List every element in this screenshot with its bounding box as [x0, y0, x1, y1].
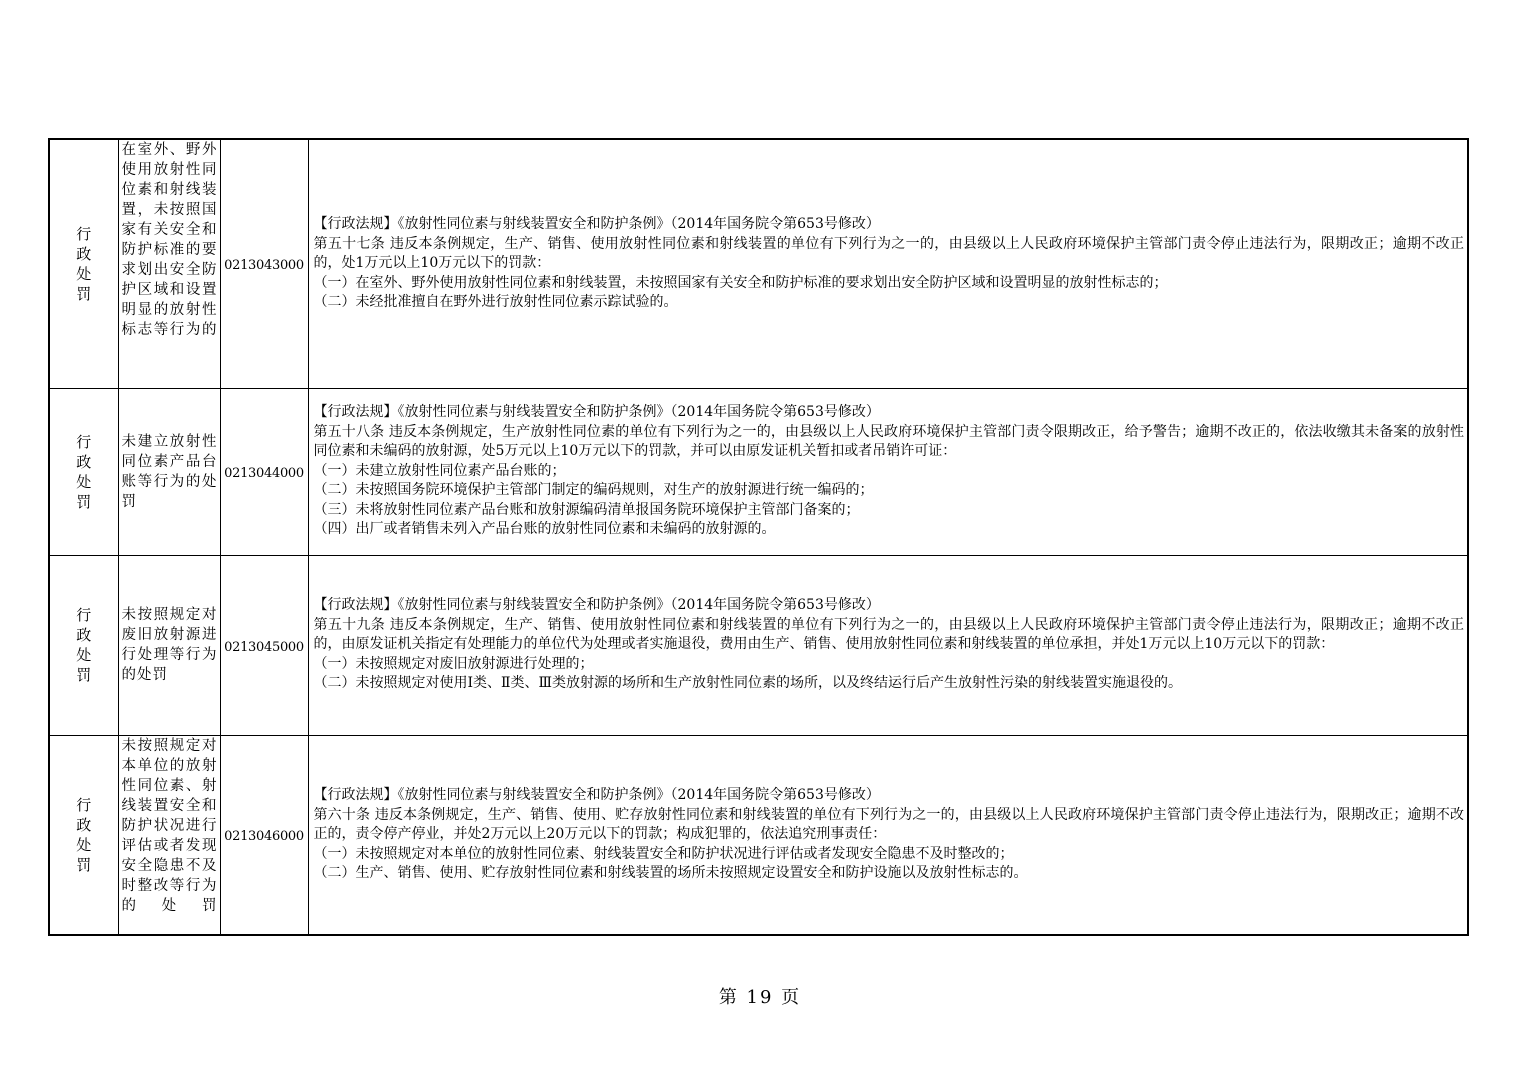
item-name: 在室外、野外使用放射性同位素和射线装置，未按照国家有关安全和防护标准的要求划出安全防护区域和设置明显的放射性标志等行为的 — [121, 142, 218, 339]
basis-line: （二）未经批准擅自在野外进行放射性同位素示踪试验的。 — [313, 294, 678, 310]
basis-line: （二）未按照国务院环境保护主管部门制定的编码规则，对生产的放射源进行统一编码的； — [313, 482, 874, 499]
item-code: 0213044000 — [224, 466, 304, 481]
basis-line: （一）未建立放射性同位素产品台账的； — [313, 462, 566, 479]
item-name: 未建立放射性同位素产品台账等行为的处罚 — [121, 433, 218, 510]
item-name-cell — [118, 139, 220, 388]
category-label: 行政处罚 — [76, 795, 92, 874]
basis-line: 【行政法规】《放射性同位素与射线装置安全和防护条例》（2014年国务院令第653号修改） — [313, 597, 880, 614]
basis-line: 【行政法规】《放射性同位素与射线装置安全和防护条例》（2014年国务院令第653号修改） — [313, 216, 880, 232]
item-name: 未按照规定对废旧放射源进行处理等行为的处罚 — [121, 607, 218, 683]
item-name-cell — [118, 388, 220, 555]
item-code-cell — [220, 735, 308, 935]
legal-basis-cell — [308, 555, 1468, 735]
basis-line: （一）未按照规定对废旧放射源进行处理的； — [313, 655, 594, 672]
item-name-cell — [118, 735, 220, 935]
table-row — [49, 388, 1468, 555]
legal-basis — [309, 596, 1468, 694]
item-name-cell — [118, 555, 220, 735]
category-cell — [49, 735, 118, 935]
basis-line: 【行政法规】《放射性同位素与射线装置安全和防护条例》（2014年国务院令第653号修改） — [313, 404, 880, 421]
basis-line: （四）出厂或者销售未列入产品台账的放射性同位素和未编码的放射源的。 — [313, 521, 776, 538]
legal-basis — [309, 403, 1468, 540]
table-row — [49, 139, 1468, 388]
item-code: 0213043000 — [224, 258, 304, 274]
basis-line: （二）生产、销售、使用、贮存放射性同位素和射线装置的场所未按照规定设置安全和防护设施以及放射性标志的。 — [313, 865, 1028, 881]
basis-line: （三）未将放射性同位素产品台账和放射源编码清单报国务院环境保护主管部门备案的； — [313, 501, 860, 518]
category-label: 行政处罚 — [76, 432, 92, 511]
page-number: 第 19 页 — [718, 987, 802, 1008]
item-code-cell — [220, 139, 308, 388]
item-code: 0213045000 — [224, 639, 304, 655]
basis-line: 第五十八条 违反本条例规定，生产放射性同位素的单位有下列行为之一的，由县级以上人民政府环境保护主管部门责令限期改正，给予警告；逾期不改正的，依法收缴其未备案的放射性同位素和未编码的放射源，处5万元以上10万元以下的罚款，并可以由原发证机关暂扣或者吊销许可证： — [313, 423, 1464, 460]
legal-basis-cell — [308, 735, 1468, 935]
category-cell — [49, 555, 118, 735]
basis-line: 第五十七条 违反本条例规定，生产、销售、使用放射性同位素和射线装置的单位有下列行为之一的，由县级以上人民政府环境保护主管部门责令停止违法行为，限期改正；逾期不改正的，处1万元以上10万元以下的罚款： — [313, 235, 1464, 271]
basis-line: 第六十条 违反本条例规定，生产、销售、使用、贮存放射性同位素和射线装置的单位有下列行为之一的，由县级以上人民政府环境保护主管部门责令停止违法行为，限期改正；逾期不改正的，责令停产停业，并处2万元以上20万元以下的罚款；构成犯罪的，依法追究刑事责任： — [313, 806, 1464, 842]
legal-basis-cell — [308, 388, 1468, 555]
category-label: 行政处罚 — [76, 606, 92, 684]
penalty-table — [48, 138, 1469, 936]
basis-line: （二）未按照规定对使用Ⅰ类、Ⅱ类、Ⅲ类放射源的场所和生产放射性同位素的场所，以及终结运行后产生放射性污染的射线装置实施退役的。 — [313, 675, 1183, 692]
item-code-cell — [220, 388, 308, 555]
item-code: 0213046000 — [224, 829, 304, 845]
category-cell — [49, 139, 118, 388]
legal-basis — [309, 215, 1468, 313]
item-name: 未按照规定对本单位的放射性同位素、射线装置安全和防护状况进行评估或者发现安全隐患不及时整改等行为的处罚 — [121, 737, 218, 914]
category-label: 行政处罚 — [76, 224, 92, 303]
legal-basis-cell — [308, 139, 1468, 388]
basis-line: 【行政法规】《放射性同位素与射线装置安全和防护条例》（2014年国务院令第653号修改） — [313, 787, 880, 803]
basis-line: （一）未按照规定对本单位的放射性同位素、射线装置安全和防护状况进行评估或者发现安全隐患不及时整改的； — [313, 845, 1014, 862]
category-cell — [49, 388, 118, 555]
legal-basis — [309, 786, 1468, 884]
basis-line: （一）在室外、野外使用放射性同位素和射线装置，未按照国家有关安全和防护标准的要求划出安全防护区域和设置明显的放射性标志的； — [313, 274, 1168, 291]
item-code-cell — [220, 555, 308, 735]
basis-line: 第五十九条 违反本条例规定，生产、销售、使用放射性同位素和射线装置的单位有下列行为之一的，由县级以上人民政府环境保护主管部门责令停止违法行为，限期改正；逾期不改正的，由原发证机关指定有处理能力的单位代为处理或者实施退役，费用由生产、销售、使用放射性同位素和射线装置的单位承担，并处1万元以上10万元以下的罚款： — [313, 616, 1464, 653]
table-row — [49, 735, 1468, 935]
table-row — [49, 555, 1468, 735]
